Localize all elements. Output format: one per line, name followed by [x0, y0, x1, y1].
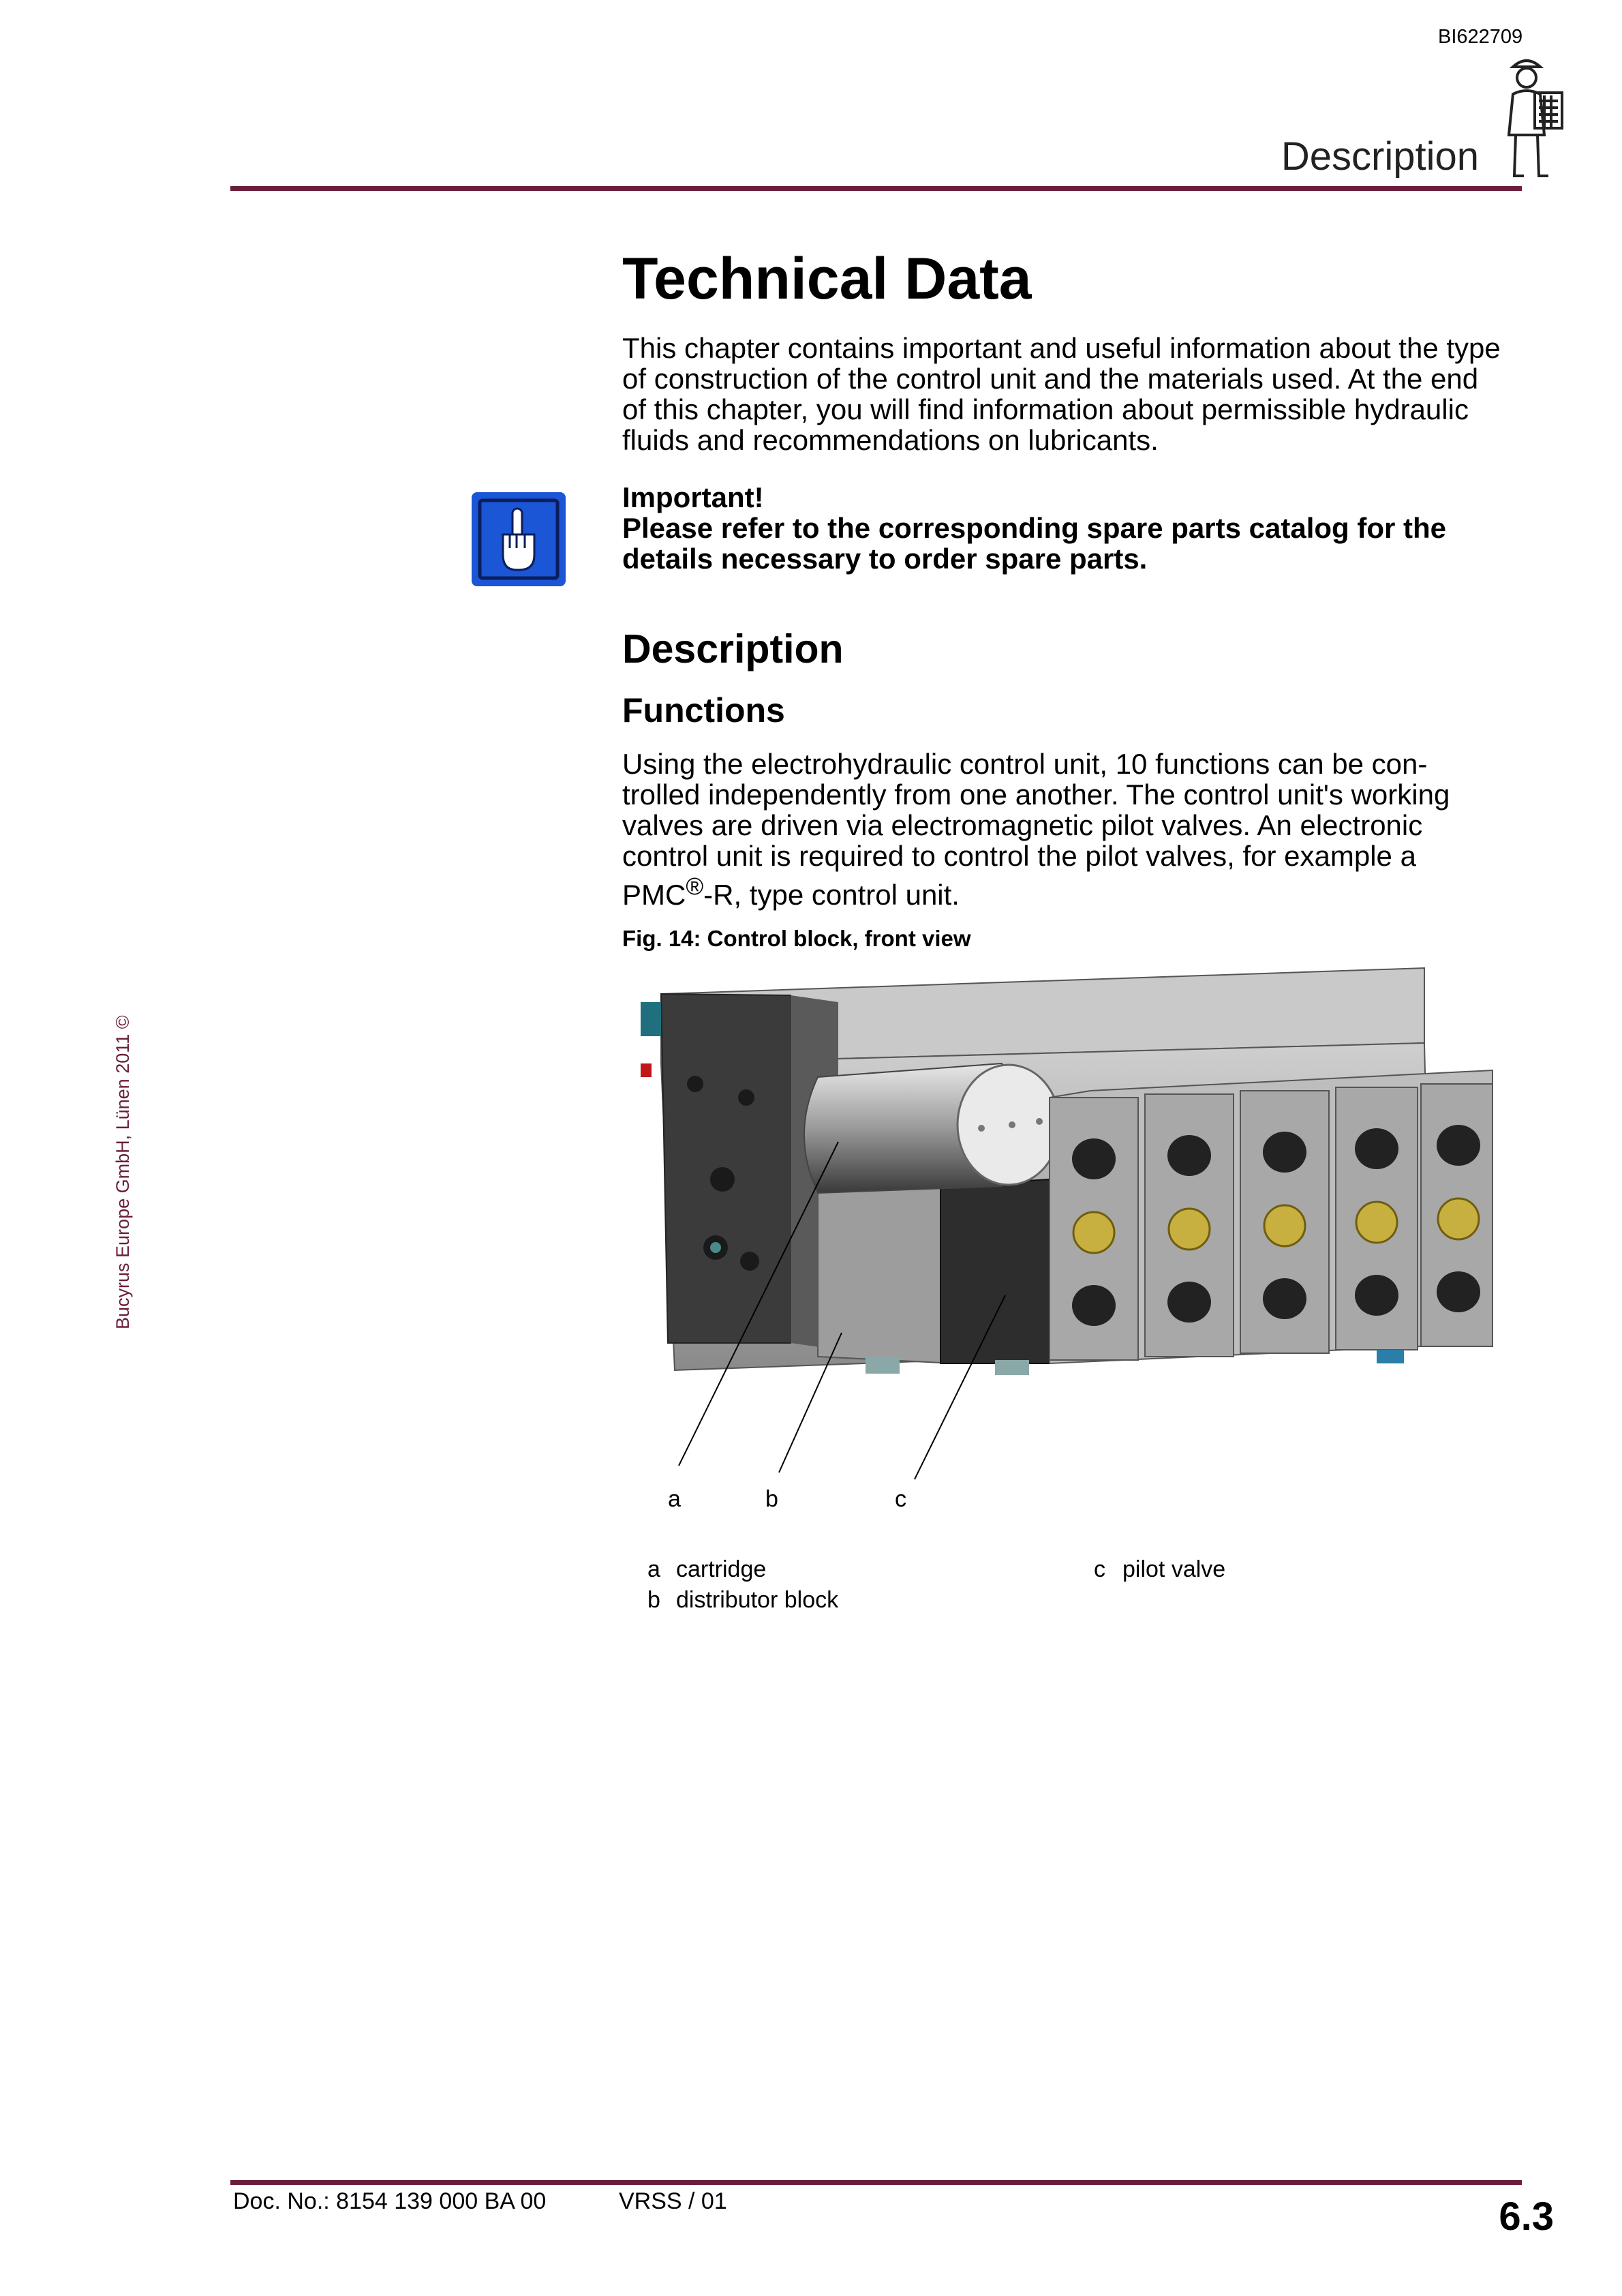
callout-c: c	[895, 1486, 906, 1512]
document-number: Doc. No.: 8154 139 000 BA 00	[233, 2188, 547, 2214]
legend-letter: c	[1094, 1556, 1105, 1582]
legend-letter: a	[647, 1556, 660, 1582]
functions-text-1: Using the electrohydraulic control unit, 10 functions can be con-trolled independently from one another. The control unit's working valves are driven via electromagnetic pilot valves. An electronic control unit is required to control the pilot valves, for example a PMC	[622, 748, 1450, 911]
legend-text: distributor block	[676, 1587, 839, 1613]
header-rule	[230, 186, 1522, 191]
functions-heading: Functions	[622, 691, 785, 729]
legend-letter: b	[647, 1587, 660, 1613]
functions-paragraph	[622, 749, 1501, 910]
copyright-note: Bucyrus Europe GmbH, Lünen 2011 ©	[112, 1015, 133, 1329]
callout-b: b	[765, 1486, 778, 1512]
legend-text: cartridge	[676, 1556, 767, 1582]
important-label: Important!	[622, 481, 764, 513]
legend-item-a	[647, 1556, 766, 1583]
callout-a: a	[668, 1486, 681, 1512]
functions-text-2: -R, type control unit.	[703, 879, 960, 911]
intro-paragraph: This chapter contains important and useful information about the type of construction of the control unit and the materials used. At the end of this chapter, you will find information about permissible hydraulic fluids and recommendations on lubricants.	[622, 332, 1501, 456]
important-notice	[622, 482, 1508, 574]
footer-rule	[230, 2180, 1522, 2185]
document-id: BI622709	[1438, 26, 1523, 48]
legend-item-b	[647, 1587, 838, 1614]
page-title: Technical Data	[622, 246, 1032, 312]
version: VRSS / 01	[619, 2188, 727, 2214]
legend-text: pilot valve	[1122, 1556, 1226, 1582]
important-text: Please refer to the corresponding spare parts catalog for the details necessary to order spare parts.	[622, 512, 1446, 575]
page-number: 6.3	[1499, 2194, 1554, 2239]
description-heading: Description	[622, 626, 844, 671]
section-header: Description	[1281, 134, 1479, 179]
pointing-hand-icon	[470, 491, 567, 588]
control-block-illustration	[613, 961, 1520, 1520]
figure-caption: Fig. 14: Control block, front view	[622, 926, 971, 951]
legend-item-c	[1094, 1556, 1225, 1583]
worker-clipboard-icon	[1486, 53, 1581, 183]
registered-mark: ®	[686, 873, 704, 900]
